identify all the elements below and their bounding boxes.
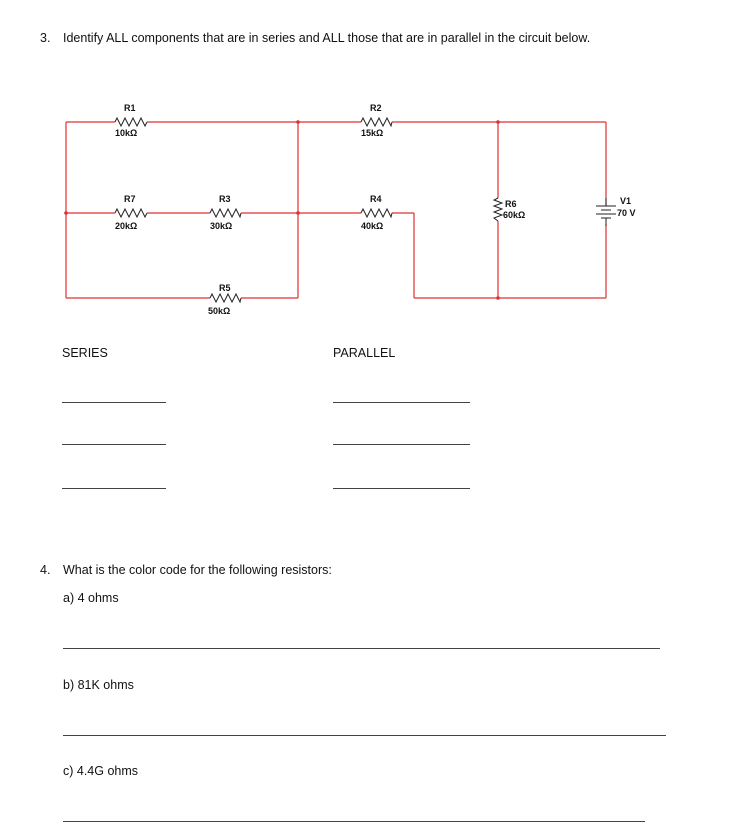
r6-name: R6 bbox=[505, 199, 517, 209]
part-b-answer-line[interactable] bbox=[63, 735, 666, 736]
part-b-label: b) 81K ohms bbox=[63, 678, 134, 692]
r1-value: 10kΩ bbox=[115, 128, 138, 138]
part-a-answer-line[interactable] bbox=[63, 648, 660, 649]
part-a-label: a) 4 ohms bbox=[63, 591, 119, 605]
series-heading: SERIES bbox=[62, 346, 108, 360]
resistor-r1-symbol bbox=[115, 118, 147, 126]
resistor-r7-symbol bbox=[115, 209, 147, 217]
r1-name: R1 bbox=[124, 103, 136, 113]
series-answer-line-1[interactable] bbox=[62, 402, 166, 403]
series-answer-line-3[interactable] bbox=[62, 488, 166, 489]
r6-value: 60kΩ bbox=[503, 210, 526, 220]
circuit-diagram bbox=[0, 0, 735, 340]
resistor-r6-symbol bbox=[494, 198, 502, 221]
r4-name: R4 bbox=[370, 194, 382, 204]
r7-value: 20kΩ bbox=[115, 221, 138, 231]
series-answer-line-2[interactable] bbox=[62, 444, 166, 445]
r3-value: 30kΩ bbox=[210, 221, 233, 231]
r2-value: 15kΩ bbox=[361, 128, 384, 138]
question-3-number: 3. bbox=[40, 31, 51, 45]
resistor-r3-symbol bbox=[210, 209, 241, 217]
v1-name: V1 bbox=[620, 196, 632, 206]
parallel-answer-line-3[interactable] bbox=[333, 488, 470, 489]
r5-value: 50kΩ bbox=[208, 306, 231, 316]
part-c-label: c) 4.4G ohms bbox=[63, 764, 139, 778]
r3-name: R3 bbox=[219, 194, 231, 204]
question-4-text: What is the color code for the following resistors: bbox=[63, 563, 332, 577]
question-4-number: 4. bbox=[40, 563, 51, 577]
parallel-answer-line-2[interactable] bbox=[333, 444, 470, 445]
part-c-answer-line[interactable] bbox=[63, 821, 645, 822]
junction-dots bbox=[64, 120, 500, 300]
parallel-answer-line-1[interactable] bbox=[333, 402, 470, 403]
parallel-heading: PARALLEL bbox=[333, 346, 396, 360]
battery-v1-symbol bbox=[596, 198, 616, 226]
resistor-r5-symbol bbox=[210, 294, 241, 302]
question-3-text: Identify ALL components that are in series and ALL those that are in parallel in the circuit below. bbox=[63, 31, 591, 45]
resistor-r2-symbol bbox=[361, 118, 392, 126]
r7-name: R7 bbox=[124, 194, 136, 204]
r2-name: R2 bbox=[370, 103, 382, 113]
resistor-r4-symbol bbox=[361, 209, 392, 217]
r4-value: 40kΩ bbox=[361, 221, 384, 231]
v1-value: 70 V bbox=[617, 208, 636, 218]
r5-name: R5 bbox=[219, 283, 231, 293]
